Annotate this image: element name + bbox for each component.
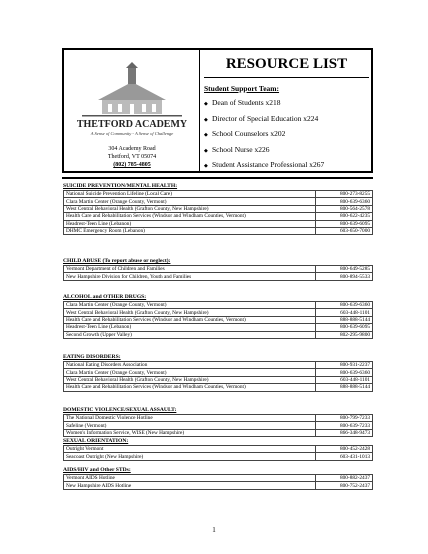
resource-section [63, 258, 373, 281]
resource-name: Women's Information Service, WISE (New Hampshire) [64, 429, 316, 436]
resource-section [63, 407, 373, 437]
section-heading: DOMESTIC VIOLENCE/SEXUAL ASSAULT: [63, 407, 177, 413]
resource-phone: 800-639-6360 [316, 198, 373, 205]
resource-name: New Hampshire AIDS Hotline [64, 482, 316, 489]
header-box [62, 48, 373, 173]
resource-phone: 800-882-2437 [316, 475, 373, 482]
resource-phone: 800-894-5533 [316, 273, 373, 280]
resource-table [63, 445, 373, 461]
resource-name: DHMC Emergency Room (Lebanon) [64, 227, 316, 234]
resource-name: National Suicide Prevention Lifeline (Local Care) [64, 191, 316, 198]
title-rule [204, 77, 369, 78]
team-list [204, 95, 372, 173]
resource-phone: 800-273-8255 [316, 191, 373, 198]
resource-name: The National Domestic Violence Hotline [64, 415, 316, 422]
resource-phone: 800-752-2437 [316, 482, 373, 489]
resource-phone: 888-888-5144 [316, 316, 373, 323]
bullet-icon: ◆ [204, 102, 208, 107]
page-number: 1 [212, 526, 216, 534]
team-heading: Student Support Team: [204, 84, 280, 93]
resource-phone: 802-295-9800 [316, 331, 373, 338]
table-row [64, 429, 373, 436]
bullet-icon: ◆ [204, 164, 208, 169]
resource-table [63, 301, 373, 339]
table-row [64, 324, 373, 331]
header-rule [62, 177, 373, 179]
team-item-label: School Nurse x226 [212, 144, 270, 154]
table-row [64, 446, 373, 453]
resource-name: Vermont AIDS Hotline [64, 475, 316, 482]
table-row [64, 362, 373, 369]
table-row [64, 376, 373, 383]
resource-phone: 800-639-6360 [316, 302, 373, 309]
resource-phone: 800-622-4235 [316, 213, 373, 220]
header-divider [199, 50, 200, 171]
resource-name: Headrest-Teen Line (Lebanon) [64, 220, 316, 227]
resource-name: Headrest-Teen Line (Lebanon) [64, 324, 316, 331]
resource-phone: 603-431-1013 [316, 453, 373, 460]
resource-section [63, 294, 373, 339]
bullet-icon: ◆ [204, 148, 208, 154]
section-heading: AIDS/HIV and Other STDs: [63, 467, 131, 473]
bullet-icon: ◆ [204, 133, 208, 138]
section-heading: SUICIDE PREVENTION/MENTAL HEALTH: [63, 183, 178, 189]
resource-table [63, 414, 373, 437]
resource-phone: 800-649-5285 [316, 266, 373, 273]
team-item-label: Student Assistance Professional x267 [212, 160, 325, 169]
resource-name: Outright Vermont [64, 446, 316, 453]
table-row [64, 453, 373, 460]
resource-name: Clara Martin Center (Orange County, Vermont) [64, 302, 316, 309]
address-street: 304 Academy Road [108, 146, 156, 152]
bullet-icon: ◆ [204, 117, 208, 123]
table-row [64, 227, 373, 234]
table-row [64, 205, 373, 212]
resource-name: Clara Martin Center (Orange County, Vermont) [64, 198, 316, 205]
resource-name: National Eating Disorders Association [64, 362, 316, 369]
team-item-label: Dean of Students x218 [212, 98, 281, 107]
resource-phone: 800-931-2237 [316, 362, 373, 369]
table-row [64, 213, 373, 220]
resource-name: West Central Behavioral Health (Grafton County, New Hampshire) [64, 309, 316, 316]
resource-section [63, 467, 373, 490]
table-row [64, 482, 373, 489]
resource-phone: 800-799-7233 [316, 415, 373, 422]
team-item [204, 95, 372, 111]
resource-phone: 866-348-9473 [316, 429, 373, 436]
table-row [64, 309, 373, 316]
school-phone: (802) 785-4805 [113, 162, 151, 168]
resource-table [63, 265, 373, 281]
table-row [64, 266, 373, 273]
resource-section [63, 438, 373, 461]
section-heading: CHILD ABUSE (To report abuse or neglect): [63, 258, 171, 264]
team-item [204, 111, 372, 127]
resource-section [63, 354, 373, 392]
resource-name: Health Care and Rehabilitation Services (Windsor and Windham Counties, Vermont) [64, 213, 316, 220]
table-row [64, 198, 373, 205]
section-heading: SEXUAL ORIENTATION: [63, 438, 129, 444]
team-item-label: School Counselors x202 [212, 129, 286, 138]
resource-name: Seacoast Outright (New Hampshire) [64, 453, 316, 460]
section-heading: EATING DISORDERS: [63, 354, 121, 360]
resource-name: Clara Martin Center (Orange County, Vermont) [64, 369, 316, 376]
resource-phone: 800-639-6095 [316, 324, 373, 331]
team-item-label: Director of Special Education x224 [212, 113, 319, 123]
page-title: RESOURCE LIST [225, 56, 348, 72]
table-row [64, 220, 373, 227]
table-row [64, 422, 373, 429]
resource-name: Second Growth (Upper Valley) [64, 331, 316, 338]
resource-name: West Central Behavioral Health (Grafton County, New Hampshire) [64, 376, 316, 383]
resource-name: New Hampshire Division for Children, Youth and Families [64, 273, 316, 280]
resource-name: Health Care and Rehabilitation Services (Windsor and Windham Counties, Vermont) [64, 384, 316, 391]
resource-phone: 603-448-1101 [316, 309, 373, 316]
resource-name: Vermont Department of Children and Families [64, 266, 316, 273]
resource-phone: 800-639-6095 [316, 220, 373, 227]
resource-table [63, 474, 373, 490]
thetford-academy-logo [72, 60, 192, 140]
resource-section [63, 183, 373, 235]
resource-name: Health Care and Rehabilitation Services (Windsor and Windham Counties, Vermont) [64, 316, 316, 323]
table-row [64, 384, 373, 391]
resource-phone: 603-650-7000 [316, 227, 373, 234]
address-city: Thetford, VT 05074 [107, 154, 157, 160]
section-heading: ALCOHOL and OTHER DRUGS: [63, 294, 147, 300]
logo-name: THETFORD ACADEMY [76, 119, 188, 130]
resource-table [63, 361, 373, 392]
resource-phone: 800-639-6360 [316, 369, 373, 376]
resource-table [63, 190, 373, 235]
resource-phone: 800-564-2578 [316, 205, 373, 212]
logo-tagline: A Sense of Community - A Sense of Challenge [90, 131, 174, 136]
table-row [64, 273, 373, 280]
team-item [204, 157, 372, 173]
resource-phone: 800-639-7233 [316, 422, 373, 429]
table-row [64, 302, 373, 309]
table-row [64, 191, 373, 198]
table-row [64, 316, 373, 323]
table-row [64, 415, 373, 422]
resource-name: Safeline (Vermont) [64, 422, 316, 429]
team-item [204, 126, 372, 142]
resource-phone: 800-452-2428 [316, 446, 373, 453]
resource-phone: 603-448-1101 [316, 376, 373, 383]
resource-name: West Central Behavioral Health (Grafton County, New Hampshire) [64, 205, 316, 212]
team-item [204, 142, 372, 158]
table-row [64, 331, 373, 338]
table-row [64, 475, 373, 482]
table-row [64, 369, 373, 376]
resource-phone: 888-888-5144 [316, 384, 373, 391]
address-block [72, 145, 192, 169]
